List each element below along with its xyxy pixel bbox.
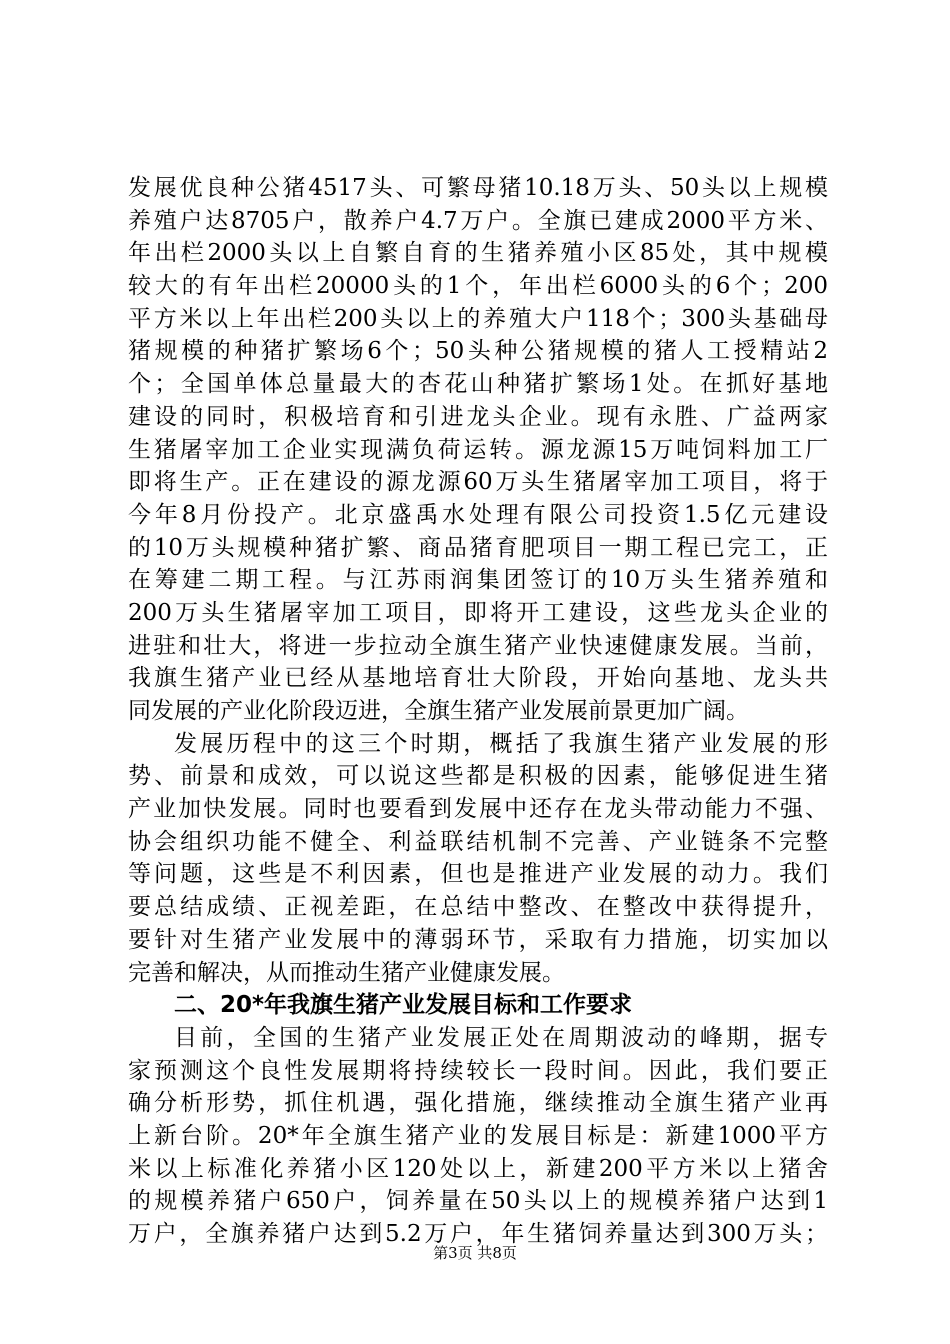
text-line: 猪规模的种猪扩繁场6个；50头种公猪规模的猪人工授精站2 xyxy=(128,338,828,365)
text-line: 发展历程中的这三个时期，概括了我旗生猪产业发展的形 xyxy=(174,730,828,757)
text-line: 上新台阶。20*年全旗生猪产业的发展目标是：新建1000平方 xyxy=(128,1122,828,1149)
text-line: 个；全国单体总量最大的杏花山种猪扩繁场1处。在抓好基地 xyxy=(128,371,828,398)
paragraph-3 xyxy=(128,1022,828,1251)
text-line: 目前，全国的生猪产业发展正处在周期波动的峰期，据专 xyxy=(174,1024,828,1051)
text-line: 今年8月份投产。北京盛禹水处理有限公司投资1.5亿元建设 xyxy=(128,501,828,528)
text-line: 平方米以上年出栏200头以上的养殖大户118个；300头基础母 xyxy=(128,305,828,332)
text-line: 建设的同时，积极培育和引进龙头企业。现有永胜、广益两家 xyxy=(128,403,828,430)
text-line: 确分析形势，抓住机遇，强化措施，继续推动全旗生猪产业再 xyxy=(128,1090,828,1117)
text-line: 完善和解决，从而推动生猪产业健康发展。 xyxy=(128,959,565,986)
text-line: 发展优良种公猪4517头、可繁母猪10.18万头、50头以上规模 xyxy=(128,175,828,201)
text-line: 的10万头规模种猪扩繁、商品猪育肥项目一期工程已完工，正 xyxy=(128,534,828,561)
text-line: 年出栏2000头以上自繁自育的生猪养殖小区85处，其中规模 xyxy=(128,240,828,267)
text-line: 米以上标准化养猪小区120处以上，新建200平方米以上猪舍 xyxy=(128,1155,828,1182)
text-line: 我旗生猪产业已经从基地培育壮大阶段，开始向基地、龙头共 xyxy=(128,665,828,692)
text-line: 协会组织功能不健全、利益联结机制不完善、产业链条不完整 xyxy=(128,828,828,855)
text-line: 较大的有年出栏20000头的1个，年出栏6000头的6个；200 xyxy=(128,273,828,300)
document-body xyxy=(128,172,828,1251)
text-line: 养殖户达8705户，散养户4.7万户。全旗已建成2000平方米、 xyxy=(128,207,828,234)
section-heading: 二、20*年我旗生猪产业发展目标和工作要求 xyxy=(174,992,633,1019)
text-line: 势、前景和成效，可以说这些都是积极的因素，能够促进生猪 xyxy=(128,763,828,790)
text-line: 等问题，这些是不利因素，但也是推进产业发展的动力。我们 xyxy=(128,861,828,888)
paragraph-2 xyxy=(128,728,828,990)
text-line: 进驻和壮大，将进一步拉动全旗生猪产业快速健康发展。当前， xyxy=(128,632,828,659)
paragraph-1 xyxy=(128,172,828,728)
text-line: 生猪屠宰加工企业实现满负荷运转。源龙源15万吨饲料加工厂 xyxy=(128,436,828,463)
text-line: 同发展的产业化阶段迈进，全旗生猪产业发展前景更加广阔。 xyxy=(128,698,749,724)
text-line: 要针对生猪产业发展中的薄弱环节，采取有力措施，切实加以 xyxy=(128,926,828,953)
text-line: 在筹建二期工程。与江苏雨润集团签订的10万头生猪养殖和 xyxy=(128,567,828,594)
text-line: 的规模养猪户650户，饲养量在50头以上的规模养猪户达到1 xyxy=(128,1188,828,1215)
text-line: 家预测这个良性发展期将持续较长一段时间。因此，我们要正 xyxy=(128,1057,828,1084)
text-line: 200万头生猪屠宰加工项目，即将开工建设，这些龙头企业的 xyxy=(128,599,828,626)
page-footer: 第3页 共8页 xyxy=(433,1244,517,1262)
text-line: 即将生产。正在建设的源龙源60万头生猪屠宰加工项目，将于 xyxy=(128,469,828,496)
text-line: 万户，全旗养猪户达到5.2万户，年生猪饲养量达到300万头； xyxy=(128,1221,828,1247)
text-line: 产业加快发展。同时也要看到发展中还存在龙头带动能力不强、 xyxy=(128,796,828,823)
text-line: 要总结成绩、正视差距，在总结中整改、在整改中获得提升， xyxy=(128,894,828,921)
